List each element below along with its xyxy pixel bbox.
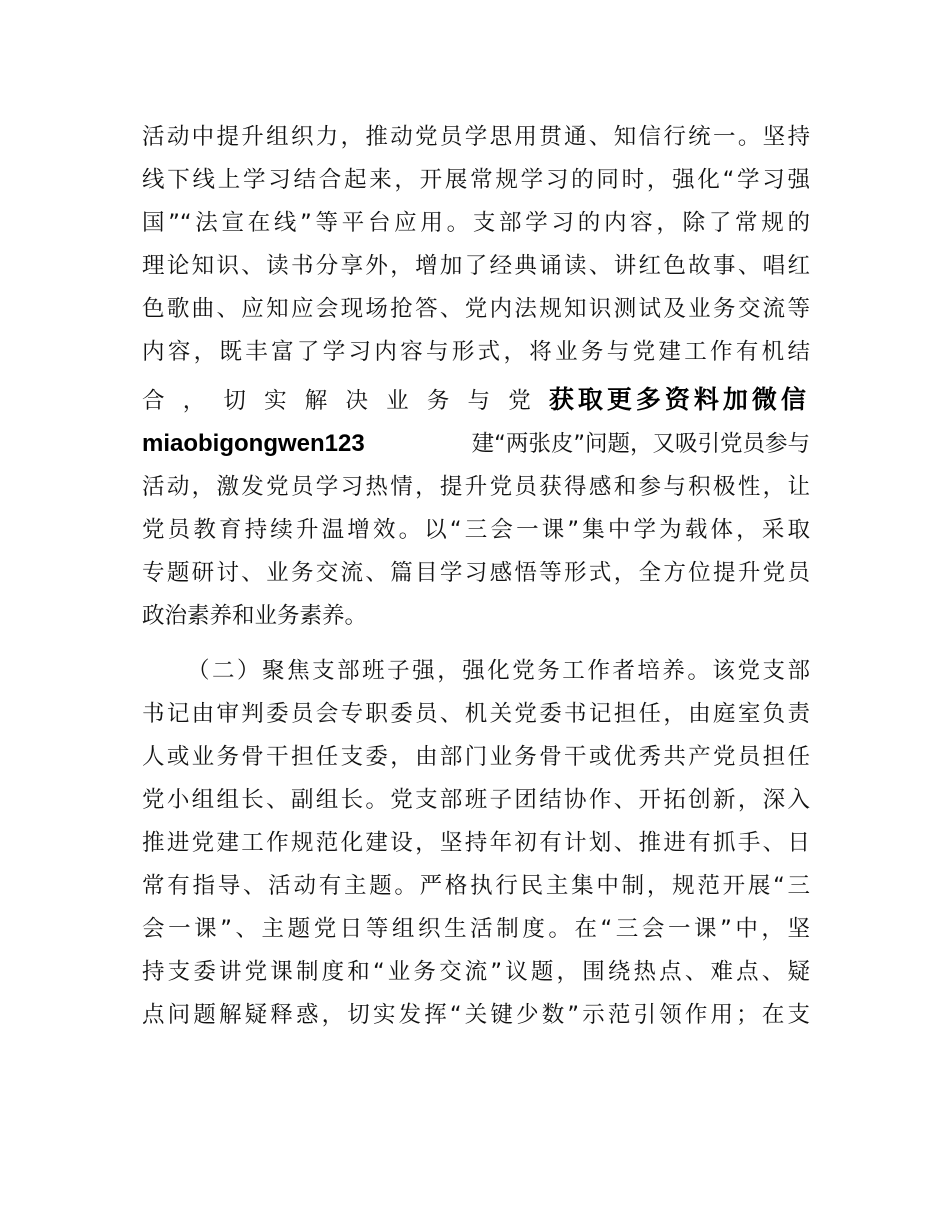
- paragraph-2-line-4: 党小组组长、副组长。党支部班子团结协作、开拓创新，深入: [142, 787, 810, 813]
- paragraph-1-line-11: 专题研讨、业务交流、篇目学习感悟等形式，全方位提升党员: [142, 560, 810, 586]
- paragraph-2-line-9: 点问题解疑释惑，切实发挥“关键少数”示范引领作用；在支: [142, 1002, 810, 1028]
- paragraph-1-last-line: 政治素养和业务素养。: [142, 603, 368, 629]
- paragraph-1-line-10: 党员教育持续升温增效。以“三会一课”集中学为载体，采取: [142, 517, 810, 543]
- paragraph-1-line-4: 理论知识、读书分享外，增加了经典诵读、讲红色故事、唱红: [142, 253, 810, 279]
- line-7-char: 解: [304, 388, 328, 414]
- paragraph-1-line-6: 内容，既丰富了学习内容与形式，将业务与党建工作有机结: [142, 339, 810, 365]
- paragraph-1-line-5: 色歌曲、应知应会现场抢答、党内法规知识测试及业务交流等: [142, 296, 810, 322]
- line-8-text: 建“两张皮”问题，又吸引党员参与: [471, 431, 810, 457]
- paragraph-2-line-5: 推进党建工作规范化建设，坚持年初有计划、推进有抓手、日: [142, 830, 810, 856]
- paragraph-2-line-2: 书记由审判委员会专职委员、机关党委书记担任，由庭室负责: [142, 701, 810, 727]
- paragraph-1-line-1: 活动中提升组织力，推动党员学思用贯通、知信行统一。坚持: [142, 124, 810, 150]
- paragraph-1-line-3: 国”“法宣在线”等平台应用。支部学习的内容，除了常规的: [142, 210, 810, 236]
- paragraph-2-line-8: 持支委讲党课制度和“业务交流”议题，围绕热点、难点、疑: [142, 959, 810, 985]
- paragraph-1-line-2: 线下线上学习结合起来，开展常规学习的同时，强化“学习强: [142, 167, 810, 193]
- line-7-char: 与: [467, 388, 491, 414]
- line-7-char: 合: [142, 388, 165, 414]
- line-7-char: 实: [264, 388, 287, 414]
- paragraph-2-line-7: 会一课”、主题党日等组织生活制度。在“三会一课”中，坚: [142, 916, 810, 942]
- line-7-char: 决: [345, 388, 368, 414]
- paragraph-2-first-line: （二）聚焦支部班子强，强化党务工作者培养。该党支部: [187, 658, 810, 684]
- paragraph-1-line-8: [142, 424, 810, 464]
- paragraph-1-line-7: [142, 380, 810, 420]
- paragraph-2-line-6: 常有指导、活动有主题。严格执行民主集中制，规范开展“三: [142, 873, 810, 899]
- line-7-char: 切: [223, 388, 246, 414]
- line-7-char: 党: [508, 388, 531, 414]
- paragraph-1-line-9: 活动，激发党员学习热情，提升党员获得感和参与积极性，让: [142, 474, 810, 500]
- paragraph-2-line-3: 人或业务骨干担任支委，由部门业务骨干或优秀共产党员担任: [142, 744, 810, 770]
- line-7-char: ，: [182, 388, 206, 414]
- watermark-text: 获取更多资料加微信: [548, 386, 810, 414]
- line-7-char: 业: [386, 388, 409, 414]
- watermark-id: miaobigongwen123: [142, 430, 365, 457]
- line-7-char: 务: [426, 388, 450, 414]
